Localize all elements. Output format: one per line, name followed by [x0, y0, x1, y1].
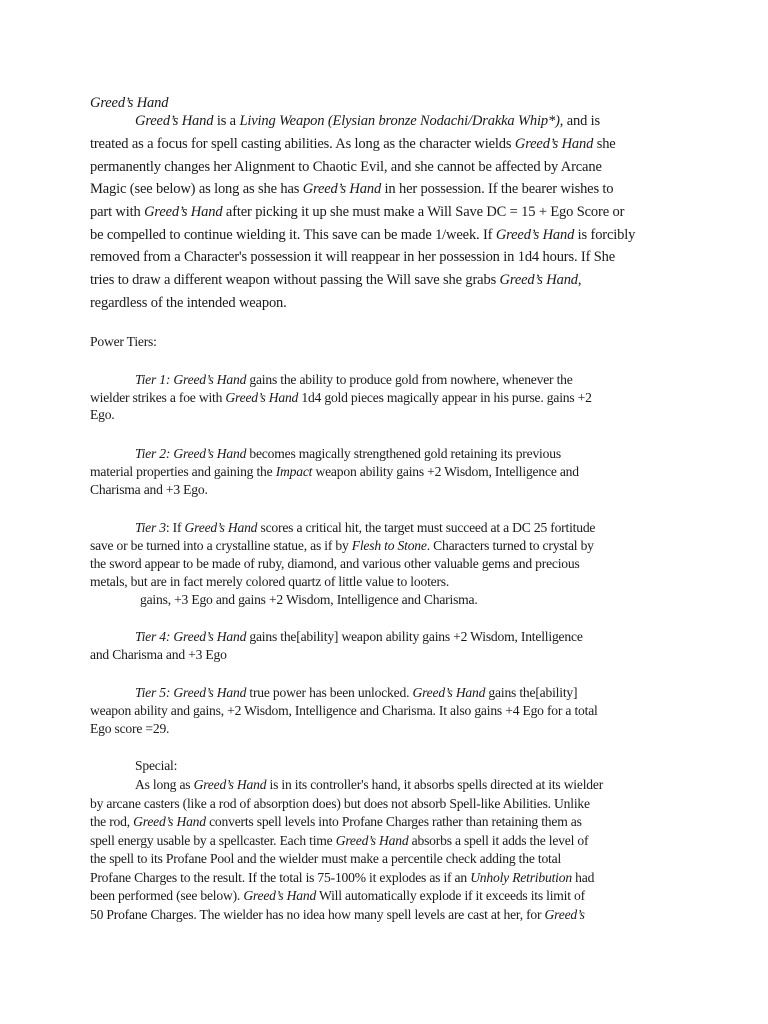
tier-3-line: save or be turned into a crystalline statue, as if by Flesh to Stone. Characters turned to crystal by [90, 538, 594, 553]
special-line: the rod, Greed’s Hand converts spell levels into Profane Charges rather than retaining them as [90, 814, 582, 829]
intro-line: be compelled to continue wielding it. This save can be made 1/week. If Greed’s Hand is forcibly [90, 227, 636, 243]
intro-line: Magic (see below) as long as she has Greed’s Hand in her possession. If the bearer wishes to [90, 181, 614, 197]
tier-1-line: Tier 1: Greed’s Hand gains the ability to produce gold from nowhere, whenever the [135, 372, 573, 387]
special-line: by arcane casters (like a rod of absorption does) but does not absorb Spell-like Abilities. Unlike [90, 796, 590, 811]
tier-3-line: metals, but are in fact merely colored quartz of little value to looters. [90, 574, 450, 589]
intro-line: removed from a Character's possession it will reappear in her possession in 1d4 hours. If She [90, 249, 616, 265]
tier-3-line: gains, +3 Ego and gains +2 Wisdom, Intelligence and Charisma. [140, 592, 478, 607]
tier-5-line: Tier 5: Greed’s Hand true power has been unlocked. Greed’s Hand gains the[ability] [135, 685, 578, 700]
special-line: As long as Greed’s Hand is in its controller's hand, it absorbs spells directed at its wielder [135, 777, 604, 792]
tier-3-line: the sword appear to be made of ruby, diamond, and various other valuable gems and precious [90, 556, 580, 571]
tier-2-line: Tier 2: Greed’s Hand becomes magically strengthened gold retaining its previous [135, 446, 561, 461]
special-line: 50 Profane Charges. The wielder has no idea how many spell levels are cast at her, for Greed’s [90, 907, 585, 922]
tier-5-line: Ego score =29. [90, 721, 170, 736]
intro-line: Greed’s Hand is a Living Weapon (Elysian bronze Nodachi/Drakka Whip*), and is [135, 113, 601, 129]
power-tiers-heading: Power Tiers: [90, 334, 157, 349]
tier-4-line: and Charisma and +3 Ego [90, 647, 227, 662]
intro-line: part with Greed’s Hand after picking it up she must make a Will Save DC = 15 + Ego Score or [90, 204, 625, 220]
tier-5-line: weapon ability and gains, +2 Wisdom, Intelligence and Charisma. It also gains +4 Ego for a total [90, 703, 598, 718]
intro-line: treated as a focus for spell casting abilities. As long as the character wields Greed’s Hand she [90, 136, 616, 152]
tier-2-line: Charisma and +3 Ego. [90, 482, 208, 497]
special-line: Profane Charges to the result. If the total is 75-100% it explodes as if an Unholy Retribution had [90, 870, 595, 885]
special-line: the spell to its Profane Pool and the wielder must make a percentile check adding the total [90, 851, 562, 866]
document-title: Greed’s Hand [90, 95, 169, 111]
tier-1-line: wielder strikes a foe with Greed’s Hand 1d4 gold pieces magically appear in his purse. gains +2 [90, 390, 592, 405]
special-line: been performed (see below). Greed’s Hand Will automatically explode if it exceeds its limit of [90, 888, 585, 903]
special-heading: Special: [135, 758, 178, 773]
intro-line: regardless of the intended weapon. [90, 295, 287, 311]
intro-line: tries to draw a different weapon without passing the Will save she grabs Greed’s Hand, [90, 272, 582, 288]
tier-2-line: material properties and gaining the Impact weapon ability gains +2 Wisdom, Intelligence and [90, 464, 579, 479]
tier-1-line: Ego. [90, 407, 115, 422]
tier-3-line: Tier 3: If Greed’s Hand scores a critical hit, the target must succeed at a DC 25 fortitude [135, 520, 596, 535]
tier-4-line: Tier 4: Greed’s Hand gains the[ability] weapon ability gains +2 Wisdom, Intelligence [135, 629, 583, 644]
intro-line: permanently changes her Alignment to Chaotic Evil, and she cannot be affected by Arcane [90, 159, 602, 175]
special-line: spell energy usable by a spellcaster. Each time Greed’s Hand absorbs a spell it adds the level of [90, 833, 589, 848]
